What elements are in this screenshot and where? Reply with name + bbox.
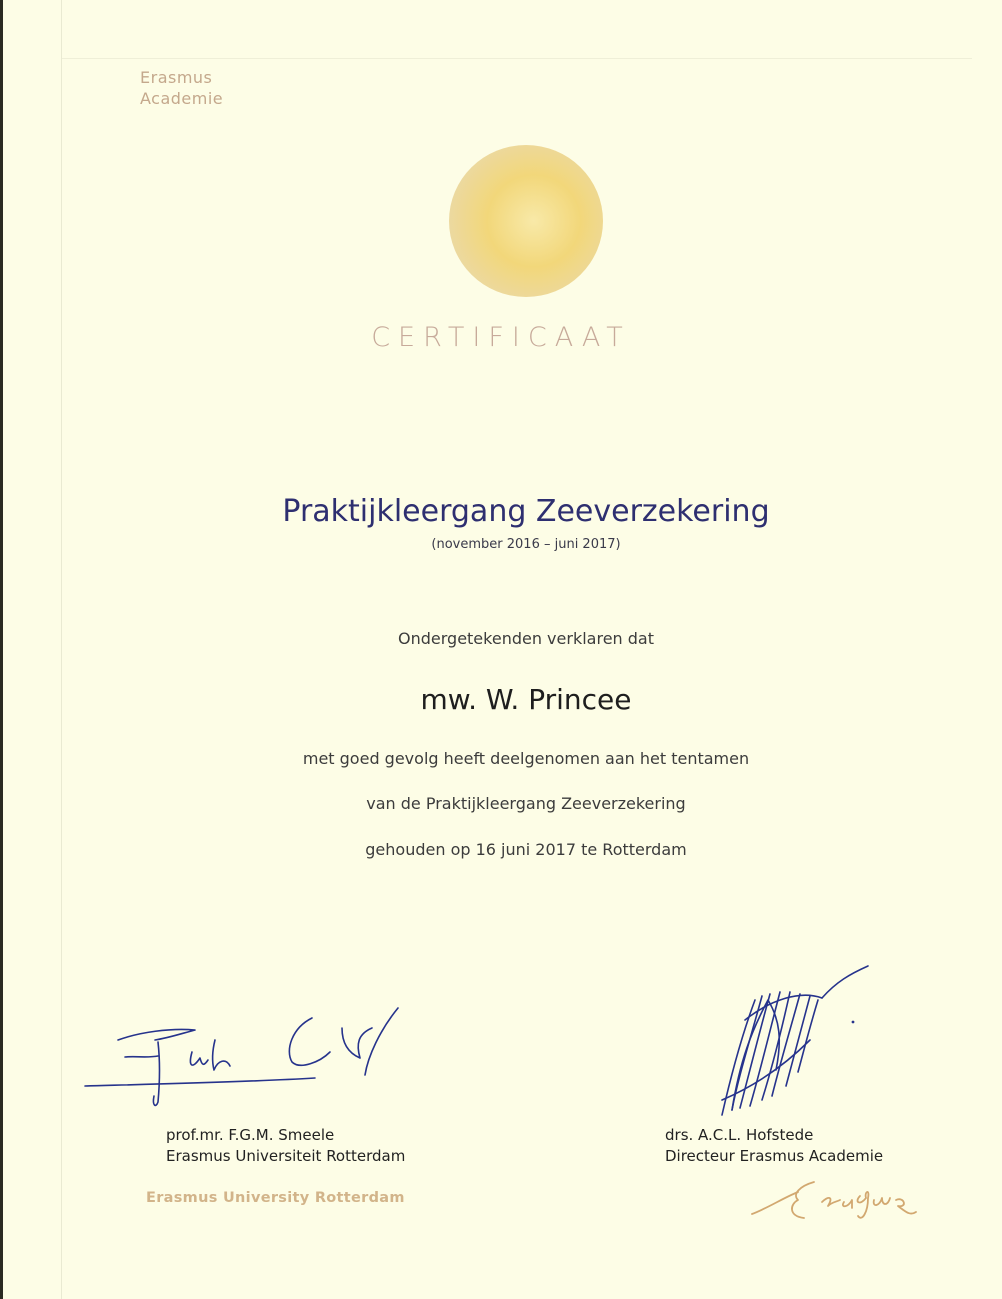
erasmus-university-logo: Erasmus University Rotterdam — [146, 1190, 405, 1206]
top-rule — [62, 58, 972, 59]
signatory-left-affiliation: Erasmus Universiteit Rotterdam — [166, 1147, 406, 1165]
signatory-right-affiliation: Directeur Erasmus Academie — [665, 1147, 884, 1165]
signatory-left — [166, 1125, 405, 1167]
erasmus-academie-logo — [140, 67, 223, 109]
declaration-line-1: met goed gevolg heeft deelgenomen aan het tentamen — [302, 749, 750, 768]
certificate-title: CERTIFICAAT — [371, 322, 631, 353]
declaration-intro: Ondergetekenden verklaren dat — [398, 629, 654, 648]
recipient-name: mw. W. Princee — [420, 683, 632, 716]
scan-edge — [0, 0, 3, 1299]
signature-hofstede — [710, 960, 880, 1120]
erasmus-signature-logo-icon — [748, 1172, 923, 1227]
signatory-right — [665, 1125, 883, 1167]
logo-line-1: Erasmus — [140, 68, 213, 87]
logo-line-2: Academie — [140, 89, 224, 108]
course-name: Praktijkleergang Zeeverzekering — [282, 494, 770, 529]
declaration-line-3: gehouden op 16 juni 2017 te Rotterdam — [365, 840, 687, 859]
fold-line — [61, 0, 62, 1299]
course-period: (november 2016 – juni 2017) — [431, 537, 621, 552]
gold-seal-icon — [446, 143, 606, 299]
signatory-left-name: prof.mr. F.G.M. Smeele — [166, 1126, 335, 1144]
signature-smeele — [80, 1000, 410, 1115]
signatory-right-name: drs. A.C.L. Hofstede — [665, 1126, 814, 1144]
declaration-line-2: van de Praktijkleergang Zeeverzekering — [366, 794, 686, 813]
